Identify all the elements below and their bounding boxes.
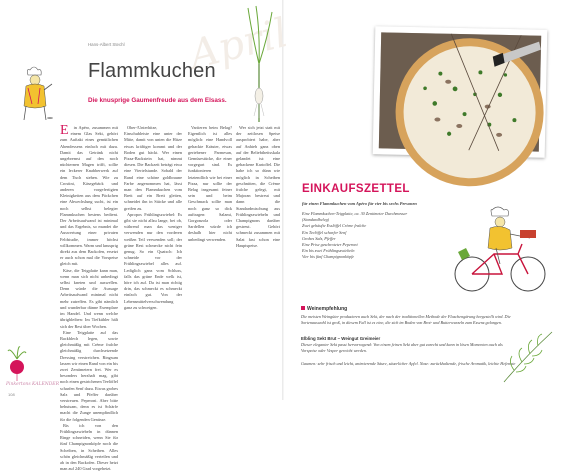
wine-heading-text: Weinempfehlung <box>307 306 348 312</box>
ingredient-item: Grobes Salz, Pfeffer <box>302 235 336 241</box>
ingredient-item: Eine Flammkuchen-Teigplatte, ca. 30 Zentimeter Durchmesser <box>302 211 408 216</box>
pizza-image <box>379 32 541 151</box>
ingredient-list <box>302 211 442 261</box>
radish-illustration <box>6 345 28 383</box>
calendar-logo: Pinkertons KALENDER <box>6 382 59 387</box>
cook-illustration <box>14 62 54 124</box>
ingredient-item: (Standardbeleg) <box>302 217 330 223</box>
watermark-text: April <box>185 10 293 79</box>
herb-illustration <box>500 326 556 386</box>
shopping-list-title: EINKAUFSZETTEL <box>302 183 410 195</box>
wine-bullet-icon <box>301 306 305 310</box>
drop-cap: E <box>60 123 69 138</box>
ingredient-item: Eine Prise geschroteter Peperoni <box>302 242 358 248</box>
cyclist-cook-illustration <box>452 204 548 296</box>
article-column-2 <box>124 125 182 385</box>
article-column-4 <box>236 125 280 385</box>
article-paragraph: Ober-/Unterhitze, Einschubleiste eine unter der Mitte, damit von unten die Hitze etwas kräftiger kommt und der Boden gut bäckt. Wer einen Pizza-Backstein hat, nimmt diesen. Die Backzeit beträgt etwa eine Viertelstunde. Sobald der Rand eine schöne goldbraune Farbe angenommen hat, lässt man den Flammkuchen vom Brett auf ein Brett gleiten, schneidet ihn in Stücke und alle greifen zu. <box>124 125 182 211</box>
wine-name: Elbling Sekt Brut – Weingut Greimeier <box>301 336 381 341</box>
shopping-list-subtitle: für einen Flammkuchen vom Apéro für vier bis sechs Personen <box>302 201 417 206</box>
article-paragraph: in Apéro, zusammen mit einem Glas Sekt, gehört zum Auftakt eines gemütlichen Abendessens einfach mit dazu. Damit das Getränk nicht ungebremst auf den noch nüchternen Magen trifft, sollte ein leckerer Knabberwerk auf dem Tisch stehen. Wie zu Crostini, Käsegebäck und anderen vorgefertigten Kleinigkeiten aus dem Päckchen eine Abwechslung sucht, ist ein noch selbst belegter Flammkuchen bestens bedient. Der Arbeitsaufwand ist minimal und das Ergebnis, so mundet die Auswertung einer privaten Feldstudie, immer höchst willkommen. Warm und knusprig direkt aus dem Backofen, ersetzt er auch schon mal die Vorspeise gleich mit. <box>60 125 118 267</box>
article-paragraph: Wer sich jetzt statt mit der zeitlosen Speise ausprobiert habe, aber auf Anhieb ganz oben auf der Beliebtheitsskala gelandet ist: eine gebackene Kartoffel. Die habe ich so dünn wie möglich in Scheiben geschnitten, die Crème fraîche gelegt, mit Majoran bestreut und dann die Standardmischung aus Frühlingszwiebeln und Champignons darüber gestreut. Gehört schmeckt zusammen mit Salat fast schon eine Hauptspeise. <box>236 125 280 248</box>
article-column-3 <box>188 125 232 385</box>
ingredient-item: Ein Teelöffel scharfer Senf <box>302 229 347 235</box>
article-subtitle: Die knusprige Gaumenfreude aus dem Elsass. <box>88 97 227 104</box>
wine-intro: Die meisten Weingüter produzieren auch Sekt, der nach der traditionellen Methode der Flaschengärung hergestellt wird. Die Sortenauswahl ist groß, in diesem Fall ist es eine, die sich im Boden von Brot- und Butterwurzeln zum Essenz gelangen. <box>301 314 511 325</box>
article-title: Flammkuchen <box>88 60 216 82</box>
wine-description: Dieser eleganter Sekt passt hervorragend: Von einem feinen Sekt aber gut zurecht und kann in lösen Momenten auch als Vorspeise oder Vesper gereicht werden. <box>301 342 503 353</box>
author-name: Hans-Albert Stechl <box>88 42 125 47</box>
article-paragraph: Bis ich von den Frühlingszwiebeln in dünnen Ringe schneiden, wenn Sie für fünf Champignonköpfe noch die Scheiben, in Scheiben. Alles schön gleichmäßig verteilen und ab in den Backofen. Dieser heizt man auf 240 Grad vorgeheizt. <box>60 422 118 472</box>
ingredient-item: Zwei gehäufte Esslöffel Crème fraîche <box>302 223 367 229</box>
wine-aromas: Gaumen: sehr frisch und leicht, animierende Säure, säuerlicher Apfel. Nase: zurückhaltende, frische Aromatik, leichte Hefenote <box>301 361 516 366</box>
ingredient-item: Vier bis fünf Champignonköpfe <box>302 254 355 260</box>
article-paragraph: Variieren beim Belag? Eigentlich ist alles möglich: eine Handvoll gehackte Kräuter, etwas geriebener Parmesan, Gemüsestücke, die einer vorgegart sind. Es funktionieren letztendlich wie bei einer Pizza, nur sollte der Belag insgesamt feiner sein und beim Geschmack sollte man noch ganz so dick auftragen: Salami, Gorgonzola oder Sardellen würde ich deshalb hier nicht unbedingt verwenden. <box>188 125 232 242</box>
page-spine <box>282 0 284 400</box>
ingredient-item: Ein bis zwei Frühlingszwiebeln <box>302 248 355 254</box>
article-paragraph: Apropos Frühlingszwiebel: Es gibt sie nicht allzu lange, bei ob, während man das weniger verwenden nur den vorderen weißen Teil verwenden soll; der grüne Rest schmecke nicht fein genug. So ein Quatsch: Ich schneide vor der Frühlingszwiebel alles auf. Lediglich ganz vom Schluss, falls das grüne Ende welk ist, höre ich auf. Da ist man richtig drin, das schmeckt es schmeckt einfach gut. Von der Lebensmittelverschwendung ganz zu schweigen. <box>124 211 182 310</box>
article-column-1 <box>60 123 118 472</box>
page-number: 108 <box>8 392 15 397</box>
article-paragraph: Käse, die Teigplatte kann man, wenn man sich nicht unbedingt selbst kneten und auswellen. Denn würde die Aussage Arbeitsaufwand minimal nicht mehr zutreffen. Es gibt nämlich und wunderbar dünne Exemplare im Handel. Und wenn welche übrigbleiben: Im Tiefkühler hält sich der Rest über Wochen. <box>60 267 118 329</box>
spring-onion-illustration <box>242 4 276 124</box>
flammkuchen-photo <box>373 26 548 158</box>
wine-heading <box>301 306 347 312</box>
article-paragraph: Eine Teigplatte auf das Backblech legen, sowie gleichmäßig mit Crème fraîche gleichmäßig durchsetzende Dressing verstreichen. Ringsum lassen wir einen Rand von ein bis zwei Zentimetern frei. Wer es besonders herzhaft mag, gibt noch einen gestrichenen Teelöffel scharfen Senf dazu. Etwas grobes Salz und Pfeffer darüber verstreuen. Peperoni. Aber bitte behutsam, denn es ist Schärfe macht die Zunge unempfindlich für die folgenden Genüsse. <box>60 329 118 422</box>
